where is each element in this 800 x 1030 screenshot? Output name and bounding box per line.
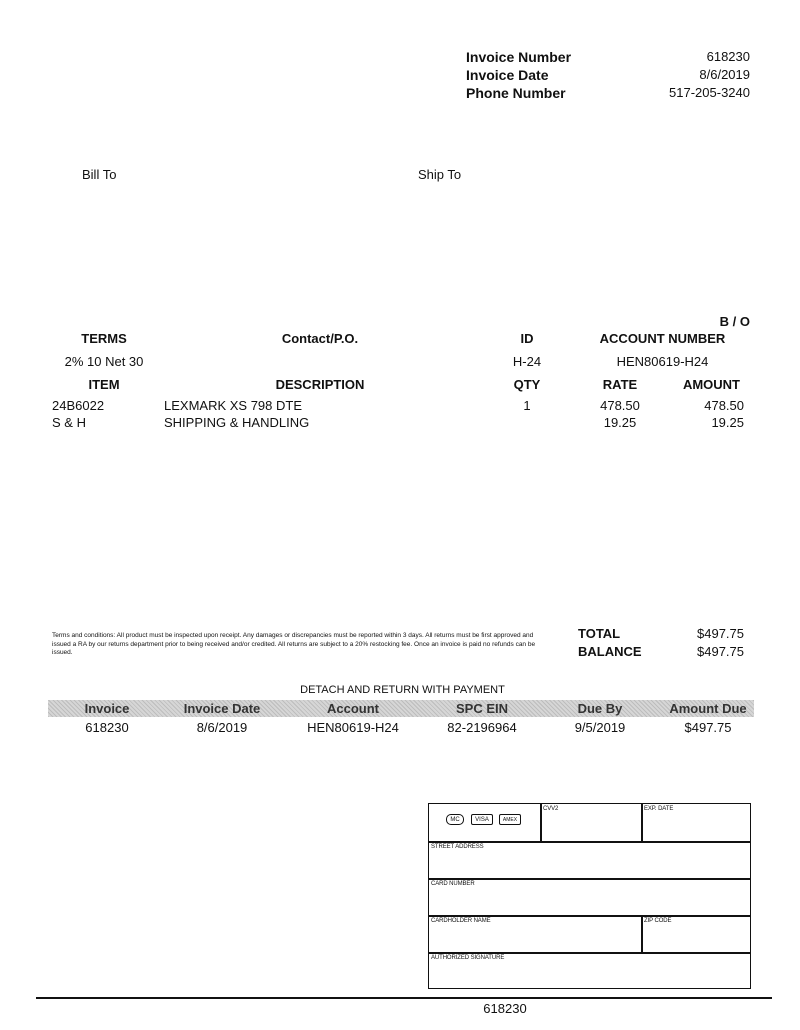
form-divider <box>641 804 643 842</box>
detach-account-value: HEN80619-H24 <box>307 720 399 735</box>
form-divider <box>641 915 643 953</box>
form-divider <box>429 915 750 917</box>
street-address-field[interactable]: STREET ADDRESS <box>431 844 484 850</box>
amount-header: AMOUNT <box>682 377 740 392</box>
line-item-rate: 478.50 <box>600 398 640 413</box>
qty-header: QTY <box>513 377 541 392</box>
line-item-amount: 478.50 <box>704 398 744 413</box>
line-item-rate: 19.25 <box>603 415 637 430</box>
total-value: $497.75 <box>697 626 744 641</box>
authorized-signature-field[interactable]: AUTHORIZED SIGNATURE <box>431 955 505 961</box>
detach-amount-due-header: Amount Due <box>669 701 747 716</box>
mastercard-icon: MC <box>446 814 464 825</box>
terms-value: 2% 10 Net 30 <box>64 354 144 369</box>
ship-to-label: Ship To <box>418 167 462 182</box>
zip-code-field[interactable]: ZIP CODE <box>644 918 672 924</box>
id-header: ID <box>520 331 534 346</box>
detach-invoice-value: 618230 <box>85 720 129 735</box>
account-number-value: HEN80619-H24 <box>616 354 709 369</box>
account-number-header: ACCOUNT NUMBER <box>599 331 726 346</box>
form-divider <box>540 804 542 842</box>
line-item-code: S & H <box>52 415 86 430</box>
line-item-code: 24B6022 <box>52 398 105 413</box>
card-number-field[interactable]: CARD NUMBER <box>431 881 475 887</box>
detach-invoice-date-value: 8/6/2019 <box>196 720 248 735</box>
detach-due-by-value: 9/5/2019 <box>574 720 626 735</box>
phone-number-label: Phone Number <box>466 85 566 101</box>
footer-rule <box>36 997 772 999</box>
contact-po-header: Contact/P.O. <box>281 331 359 346</box>
phone-number-value: 517-205-3240 <box>669 85 750 100</box>
detach-account-header: Account <box>327 701 379 716</box>
detach-amount-due-value: $497.75 <box>684 720 732 735</box>
detach-title: DETACH AND RETURN WITH PAYMENT <box>300 684 505 696</box>
bill-to-label: Bill To <box>82 167 117 182</box>
invoice-date-value: 8/6/2019 <box>699 67 750 82</box>
cvv2-field[interactable]: CVV2 <box>543 806 559 812</box>
invoice-number-label: Invoice Number <box>466 49 572 65</box>
form-divider <box>429 878 750 880</box>
detach-spc-ein-value: 82-2196964 <box>447 720 517 735</box>
invoice-date-label: Invoice Date <box>466 67 549 83</box>
bo-label: B / O <box>719 314 750 329</box>
line-item-description: LEXMARK XS 798 DTE <box>164 398 302 413</box>
visa-card-icon: VISA <box>471 814 493 825</box>
item-header: ITEM <box>88 377 120 392</box>
balance-label: BALANCE <box>578 644 642 659</box>
line-item-description: SHIPPING & HANDLING <box>164 415 310 430</box>
total-label: TOTAL <box>578 626 621 641</box>
id-value: H-24 <box>512 354 542 369</box>
form-divider <box>429 952 750 954</box>
detach-invoice-header: Invoice <box>84 701 130 716</box>
balance-value: $497.75 <box>697 644 744 659</box>
amex-card-icon: AMEX <box>499 814 521 825</box>
rate-header: RATE <box>602 377 638 392</box>
exp-date-field[interactable]: EXP. DATE <box>644 806 674 812</box>
invoice-number-value: 618230 <box>706 49 750 64</box>
detach-spc-ein-header: SPC EIN <box>455 701 508 716</box>
description-header: DESCRIPTION <box>275 377 365 392</box>
line-item-qty: 1 <box>523 398 531 413</box>
cardholder-name-field[interactable]: CARDHOLDER NAME <box>431 918 491 924</box>
line-item-amount: 19.25 <box>711 415 744 430</box>
detach-invoice-date-header: Invoice Date <box>183 701 261 716</box>
payment-form <box>428 803 751 989</box>
terms-header: TERMS <box>81 331 127 346</box>
form-divider <box>429 841 750 843</box>
terms-and-conditions: Terms and conditions: All product must be inspected upon receipt. Any damages or discrepancies must be reported within 3 days. All returns must be first approved and issued a RA by our returns department prior to being received and/or credited. All returns are subject to a 20% restocking fee. Once an invoice is paid no refunds can be issued. <box>52 632 536 656</box>
footer-invoice-number: 618230 <box>483 1001 527 1016</box>
detach-due-by-header: Due By <box>577 701 623 716</box>
